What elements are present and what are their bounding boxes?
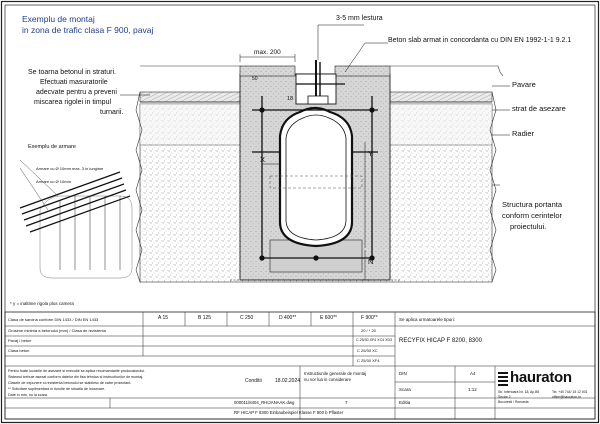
concrete-top-left bbox=[240, 66, 295, 76]
bottom-title: RF HICAP F 8300 Einbaubeispiel Klasse F 900 b Pflaster bbox=[234, 410, 344, 415]
din-label: DIN bbox=[399, 371, 407, 376]
note-2: Sistemul trebuie asezat conform datelor din fisa tehnica si instructiunilor de montaj. bbox=[8, 375, 144, 379]
col-header-a15: A 15 bbox=[158, 315, 169, 321]
row3-label: Pavaj / beton bbox=[8, 338, 32, 343]
row4-label: Clasa beton bbox=[8, 348, 30, 353]
scale-label: Scara bbox=[399, 387, 411, 392]
callout-pavare: Pavare bbox=[512, 80, 536, 89]
company-addr-2: Sector 2 bbox=[498, 395, 511, 399]
note-left-1: Se toarna betonul in straturi. bbox=[28, 69, 116, 76]
dim-n: N bbox=[368, 257, 374, 266]
company-addr-1: Str. Interioara Nr. 18, Ap.B5 bbox=[498, 390, 540, 394]
note-left-4: miscarea rigolei in timpul bbox=[34, 99, 112, 106]
sheet-number: 7 bbox=[345, 400, 348, 405]
note-4: ** Solicitare suplimentara in functie de situatia de incarcare. bbox=[8, 387, 106, 391]
col-header-c250: C 250 bbox=[240, 315, 254, 321]
callout-structura-2: conform cerintelor bbox=[502, 211, 563, 220]
note-5: Date in mm, nu la scara. bbox=[8, 393, 48, 397]
col-header-e600: E 600** bbox=[320, 315, 337, 321]
company-email: office@hauraton.ro bbox=[552, 395, 581, 399]
paving-layer-left bbox=[140, 92, 240, 102]
company-name: hauraton bbox=[510, 369, 572, 386]
company-addr-3: Bucuresti / Romania bbox=[498, 400, 529, 404]
din-value: A4 bbox=[470, 371, 476, 376]
armare-line-1: Armare cu Ø 10mm max. 3 in lungime bbox=[36, 166, 104, 171]
note-left-2: Efectuati masuratorile bbox=[40, 79, 108, 86]
note-1: Pentru toate lucrarile de asezare si executie se aplica recomandarile producatorului. bbox=[8, 369, 146, 373]
row3-value: C 25/30 XF4 XC4 XD3 bbox=[356, 338, 393, 342]
row4-value: C 25/30 XC bbox=[357, 348, 378, 353]
concrete-top-right bbox=[335, 66, 390, 76]
callout-beton: Beton slab armat in concordanta cu DIN EN 1992-1-1 9.2.1 bbox=[388, 37, 572, 44]
conditii-label: Conditii bbox=[245, 378, 262, 384]
callout-structura-3: proiectului. bbox=[510, 222, 547, 231]
sidebar-label: Se aplica urmatoarele tipuri: bbox=[399, 317, 456, 322]
date-value: 18.02.2024 bbox=[275, 378, 301, 384]
scale-value: 1:12 bbox=[468, 387, 477, 392]
col-header-d400: D 400** bbox=[279, 315, 297, 321]
dim-max200: max. 200 bbox=[254, 49, 281, 56]
note-3: Clasele de expunere si rezistenta betonului se stabilesc de catre proiectant. bbox=[8, 381, 132, 385]
callout-lestura: 3-5 mm lestura bbox=[336, 15, 383, 22]
title-line-2: in zona de trafic clasa F 900, pavaj bbox=[22, 25, 154, 35]
armare-sketch bbox=[20, 160, 132, 278]
callout-structura-1: Structura portanta bbox=[502, 200, 563, 209]
dim-50: 50 bbox=[252, 76, 258, 82]
row1-label: Clasa de sarcina conform DIN 1433 / DIN EN 1433 bbox=[8, 317, 99, 322]
channel-body bbox=[270, 108, 362, 246]
col-header-b125: B 125 bbox=[198, 315, 212, 321]
product-name: RECYFIX HICAP F 8200, 8300 bbox=[399, 338, 482, 344]
row2-value: 20 / * 20 bbox=[361, 328, 376, 333]
footnote: * y = inaltime rigola plus camera bbox=[10, 301, 74, 306]
dim-18: 18 bbox=[287, 96, 294, 102]
doc-number: 000011/8404_RHIJANAAK.dwg bbox=[234, 400, 295, 405]
dim-y: Y bbox=[368, 149, 374, 158]
callout-strat: strat de asezare bbox=[512, 104, 566, 113]
title-line-1: Exemplu de montaj bbox=[22, 14, 95, 24]
col-header-f900: F 900** bbox=[361, 315, 378, 321]
armare-title: Exemplu de armare bbox=[28, 144, 76, 150]
note-left-5: turnarii. bbox=[100, 109, 124, 116]
edition-label: Editia bbox=[399, 400, 411, 405]
company-phone: Tel. +40 744/ 15 12 001 bbox=[552, 390, 588, 394]
callout-radier: Radier bbox=[512, 129, 535, 138]
row2-label: Grosime minima a betonului (mm) / Clasa de rezistenta bbox=[8, 328, 106, 333]
paving-layer-right bbox=[390, 92, 492, 102]
general-note-2: nu vor lua in considerare bbox=[304, 377, 352, 382]
general-note-1: Instructiunile generale de montaj bbox=[304, 371, 367, 376]
dim-x: X bbox=[260, 155, 266, 164]
hauraton-logo-icon bbox=[498, 372, 508, 386]
armare-line-2: Armare cu Ø 10mm bbox=[36, 179, 71, 184]
note-left-3: adecvate pentru a preveni bbox=[36, 89, 117, 96]
row5-value: C 25/30 XF4 bbox=[357, 358, 380, 363]
